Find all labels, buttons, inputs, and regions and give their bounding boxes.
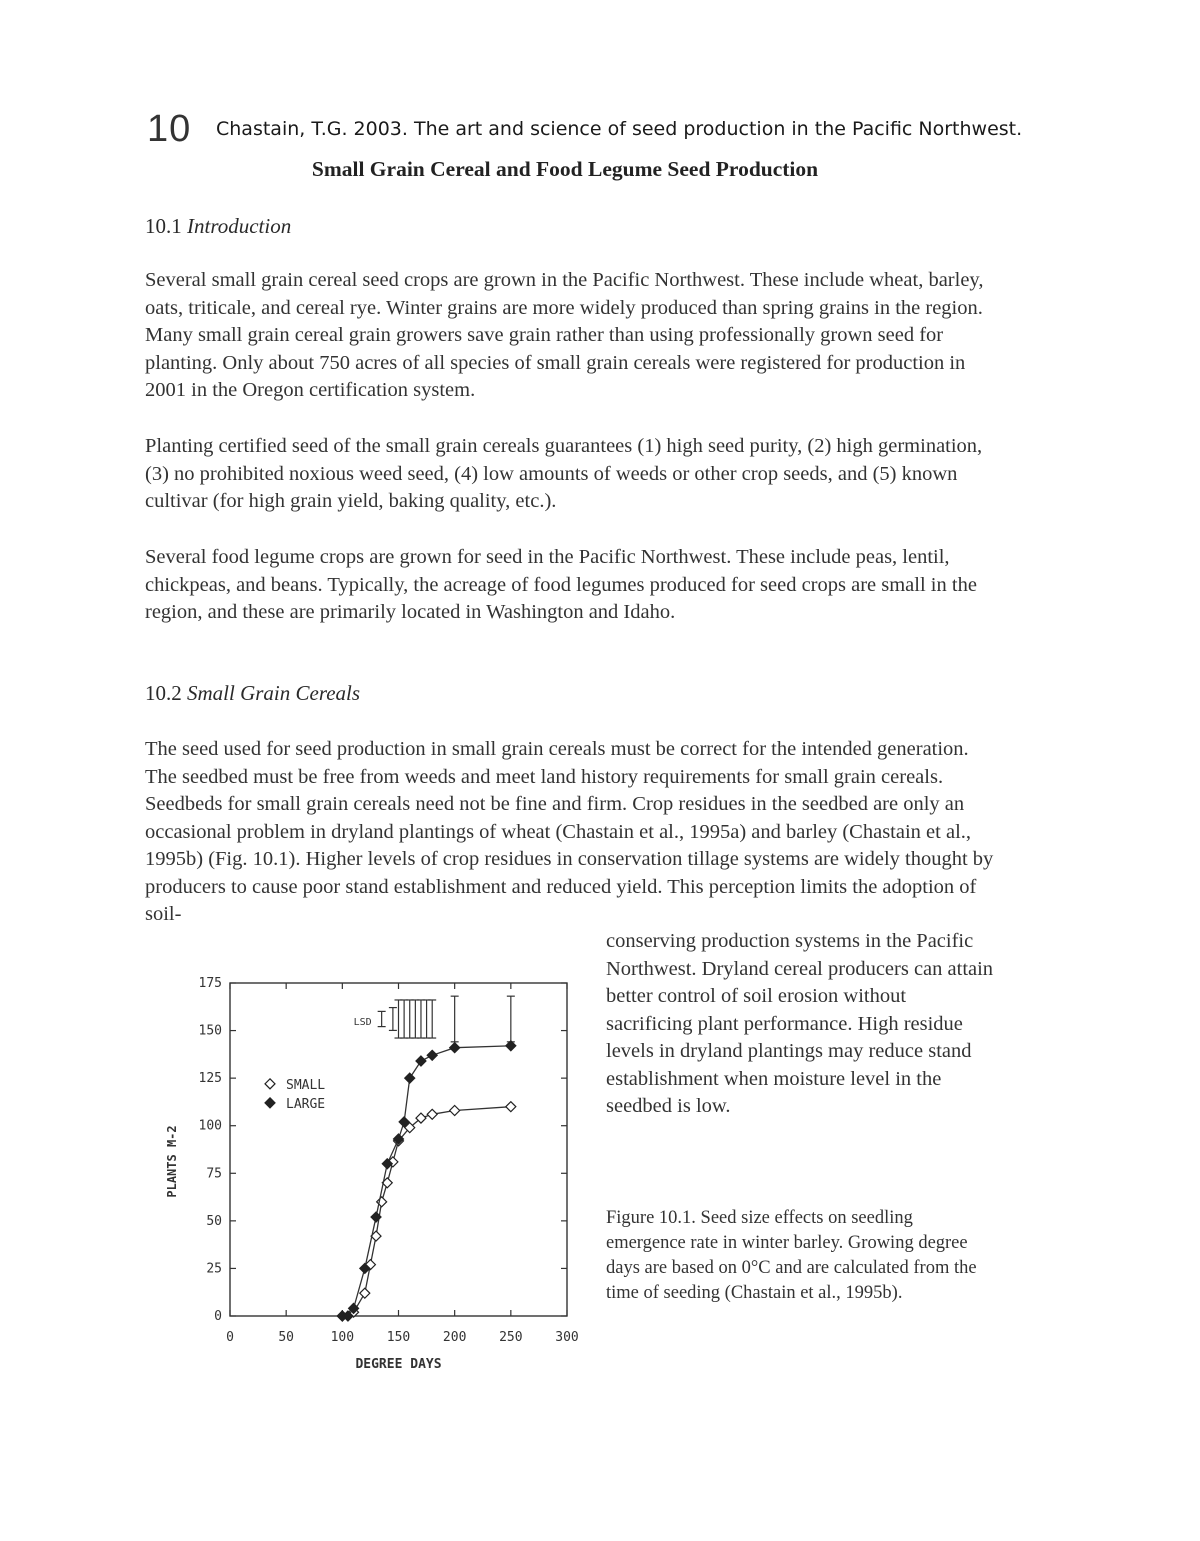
y-tick-label: 150 bbox=[198, 1023, 222, 1039]
error-bar bbox=[428, 1000, 436, 1038]
error-bar bbox=[395, 1000, 403, 1038]
paragraph-cereals: The seed used for seed production in small grain cereals must be correct for the intended generation. The seedbed must be free from weeds and meet land history requirements for small grain cereals. Seedbeds for small grain cereals need not be fine and firm. Crop residues in the seedbed are only an occasional problem in dryland plantings of wheat (Chastain et al., 1995a) and barley (Chastain et al., 1995b) (Fig. 10.1). Higher levels of crop residues in conservation tillage systems are widely thought by producers to cause poor stand establishment and reduced yield. This perception limits the adoption of soil- bbox=[145, 738, 994, 925]
section-name: Introduction bbox=[187, 214, 292, 238]
chart-error-bars bbox=[354, 996, 515, 1042]
figure-caption: Figure 10.1. Seed size effects on seedling emergence rate in winter barley. Growing degree days are based on 0°C and are calculated from the time of seeding (Chastain et al., 1995b). bbox=[606, 1208, 977, 1303]
error-bar bbox=[406, 1000, 414, 1038]
y-tick-label: 0 bbox=[214, 1309, 222, 1324]
error-bar bbox=[378, 1011, 386, 1026]
section-heading-small-grain-cereals bbox=[145, 681, 360, 706]
y-axis-label: PLANTS M-2 bbox=[165, 1125, 179, 1198]
section-heading-introduction bbox=[145, 214, 291, 239]
legend-label-large: LARGE bbox=[286, 1096, 326, 1112]
chart-axes bbox=[165, 983, 567, 1372]
error-bar bbox=[423, 1000, 431, 1038]
chapter-number: 10 bbox=[147, 108, 192, 150]
y-tick-label: 75 bbox=[206, 1166, 222, 1182]
error-bar bbox=[389, 1008, 397, 1031]
y-tick-label: 100 bbox=[198, 1118, 222, 1134]
x-tick-label: 150 bbox=[386, 1330, 411, 1345]
series-line-small bbox=[342, 1107, 511, 1316]
error-bar bbox=[400, 1000, 408, 1038]
series-line-large bbox=[342, 1046, 511, 1316]
paragraph-intro-2: Planting certified seed of the small grain cereals guarantees (1) high seed purity, (2) high germination, (3) no prohibited noxious weed seed, (4) low amounts of weeds or other crop seeds, and (5) known cultivar (for high grain yield, baking quality, etc.). bbox=[145, 435, 983, 512]
section-number: 10.1 bbox=[145, 214, 182, 238]
x-tick-label: 0 bbox=[226, 1330, 234, 1345]
data-point-small bbox=[450, 1105, 460, 1115]
paragraph-intro-1: Several small grain cereal seed crops are grown in the Pacific Northwest. These include wheat, barley, oats, triticale, and cereal rye. Winter grains are more widely produced than spring grains in the region. Many small grain cereal grain growers save grain rather than using professionally grown seed for planting. Only about 750 acres of all species of small grain cereals were registered for production in 2001 in the Oregon certification system. bbox=[145, 269, 984, 401]
paragraph-intro-3: Several food legume crops are grown for seed in the Pacific Northwest. These include peas, lentil, chickpeas, and beans. Typically, the acreage of food legumes produced for seed crops are small in the region, and these are primarily located in Washington and Idaho. bbox=[145, 546, 977, 623]
x-axis-label: DEGREE DAYS bbox=[355, 1357, 442, 1372]
y-tick-label: 125 bbox=[198, 1071, 222, 1087]
data-point-small bbox=[506, 1102, 516, 1112]
error-bar bbox=[507, 996, 515, 1042]
error-bar-label: LSD bbox=[353, 1017, 372, 1028]
section-name: Small Grain Cereals bbox=[187, 681, 361, 705]
data-point-small bbox=[427, 1109, 437, 1119]
x-tick-label: 200 bbox=[442, 1330, 467, 1345]
section-number: 10.2 bbox=[145, 681, 182, 705]
emergence-chart bbox=[150, 955, 590, 1385]
y-tick-label: 50 bbox=[206, 1213, 222, 1229]
data-point-small bbox=[360, 1288, 370, 1298]
legend-marker-large bbox=[265, 1098, 275, 1108]
y-tick-label: 175 bbox=[198, 976, 222, 991]
legend-marker-small bbox=[265, 1079, 275, 1089]
data-point-large bbox=[416, 1056, 426, 1066]
chart-legend bbox=[265, 1078, 325, 1112]
x-tick-label: 100 bbox=[330, 1330, 355, 1345]
chart-series bbox=[337, 1041, 516, 1321]
x-tick-label: 250 bbox=[499, 1330, 523, 1345]
error-bar bbox=[411, 1000, 419, 1038]
x-tick-label: 50 bbox=[278, 1330, 294, 1345]
x-tick-label: 300 bbox=[555, 1330, 579, 1345]
data-point-large bbox=[427, 1050, 437, 1060]
error-bar bbox=[451, 996, 459, 1042]
paragraph-cereals-continued: conserving production systems in the Pacific Northwest. Dryland cereal producers can attain better control of soil erosion without sacrificing plant performance. High residue levels in dryland plantings may reduce stand establishment when moisture level in the seedbed is low. bbox=[606, 930, 994, 1117]
citation: Chastain, T.G. 2003. The art and science of seed production in the Pacific Northwest. bbox=[216, 118, 1023, 140]
error-bar bbox=[417, 1000, 425, 1038]
y-tick-label: 25 bbox=[206, 1261, 222, 1277]
data-point-large bbox=[450, 1043, 460, 1053]
page-title: Small Grain Cereal and Food Legume Seed Production bbox=[311, 157, 819, 181]
data-point-large bbox=[405, 1073, 415, 1083]
legend-label-small: SMALL bbox=[286, 1077, 326, 1093]
